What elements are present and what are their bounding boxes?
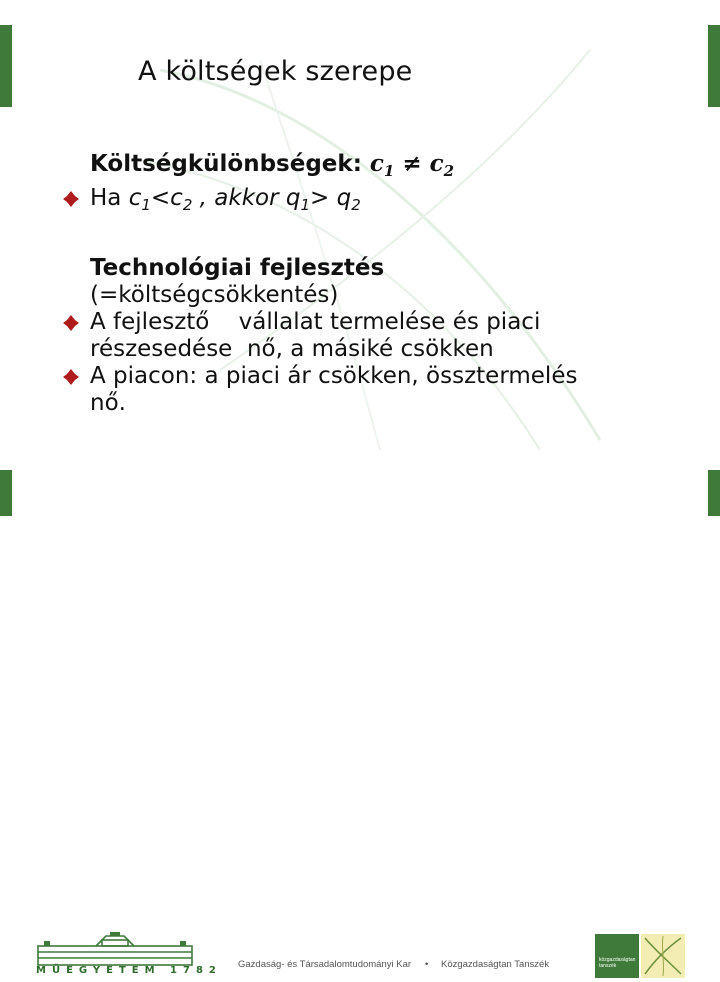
tech-development-heading: Technológiai fejlesztés xyxy=(90,255,385,281)
slide-title: A költségek szerepe xyxy=(138,56,413,87)
diamond-bullet-icon xyxy=(60,312,82,334)
diamond-bullet-icon xyxy=(60,366,82,388)
emblem-curves-icon xyxy=(641,934,685,978)
footer-separator: • xyxy=(425,959,429,970)
faculty-name: Gazdaság- és Társadalomtudományi Kar xyxy=(238,959,412,970)
badge-text: közgazdaságtan tanszék xyxy=(599,957,636,969)
cost-difference-heading xyxy=(60,150,700,185)
cost-inequality: $c_1 \ne c_2$ xyxy=(369,150,455,180)
university-logo-text: MŰEGYETEM 1782 xyxy=(36,965,222,976)
bullet-developer-firm-cont: részesedése nő, a másiké csökken xyxy=(90,336,494,362)
left-accent-bar xyxy=(0,25,12,107)
department-badge-icon xyxy=(595,934,639,978)
building-logo-icon xyxy=(36,932,194,966)
bullet-text: A fejlesztő vállalat termelése és piaci xyxy=(90,309,541,335)
footer xyxy=(0,462,720,976)
department-emblem-icon xyxy=(641,934,685,978)
slide-content xyxy=(60,150,700,417)
department-name: Közgazdaságtan Tanszék xyxy=(441,959,550,970)
bullet-text: A piacon: a piaci ár csökken, össztermelés xyxy=(90,363,578,389)
right-accent-bar xyxy=(708,25,720,107)
bullet-developer-firm xyxy=(60,309,700,336)
spacer xyxy=(60,219,700,255)
bullet-market-price xyxy=(60,363,700,390)
tech-development-paren: (=költségcsökkentés) xyxy=(90,282,339,308)
bullet-text-ha: Ha xyxy=(90,185,129,211)
cost-difference-label: Költségkülönbségek: xyxy=(90,151,370,177)
bullet-market-price-cont: nő. xyxy=(90,390,126,416)
diamond-bullet-icon xyxy=(60,188,82,210)
bullet-cost-condition: Ha $c_1<c_2$ , akkor $q_1> q_2$ xyxy=(60,185,700,219)
